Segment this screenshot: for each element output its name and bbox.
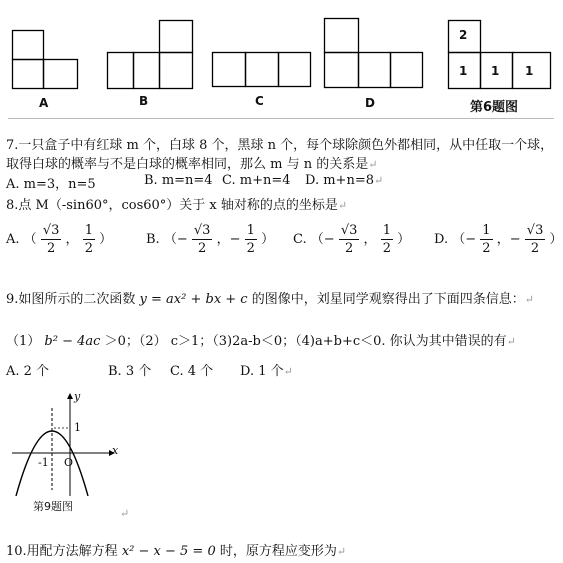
q7-option-d: D. m+n=8↵	[305, 173, 384, 188]
graph-origin-label: O	[64, 456, 74, 469]
q9-option-d: D. 1 个↵	[240, 364, 293, 379]
q8-option-d: D. （− $\frac{1}{2}$ ，− $\frac{√3}{2}$ ）	[434, 223, 563, 256]
fig6-cell-1: 1	[459, 64, 468, 78]
q9-option-a: A. 2 个	[6, 364, 50, 379]
graph-one-label: 1	[74, 421, 81, 434]
q9-stem: 9.如图所示的二次函数 y = ax² + bx + c 的图像中，刘星同学观察得出了下面四条信息：↵	[6, 292, 534, 307]
fig6-cell-2: 1	[491, 64, 500, 78]
q9-discriminant: b² − 4ac	[44, 334, 101, 349]
q6-shape-a	[12, 30, 82, 90]
q10-stem: 10.用配方法解方程 x² − x − 5 = 0 时，原方程应变形为↵	[6, 544, 347, 559]
q6-shape-d	[324, 18, 424, 90]
q9-return-mark: ↵	[120, 507, 130, 520]
q9-caption: 第9题图	[33, 500, 73, 513]
q7-option-b: B. m=n=4	[144, 173, 213, 188]
q10-equation: x² − x − 5 = 0	[121, 544, 216, 559]
q6-caption: 第6题图	[470, 100, 519, 115]
fig6-cell-3: 1	[525, 64, 534, 78]
q8-option-b: B. （− $\frac{√3}{2}$ ，− $\frac{1}{2}$ ）	[146, 223, 275, 256]
divider	[8, 118, 554, 119]
graph-x-label: x	[112, 444, 119, 457]
q7-line1: 7.一只盒子中有红球 m 个，白球 8 个，黑球 n 个，每个球除颜色外都相同，从中任取一个球，	[6, 138, 554, 153]
graph-neg-one-label: -1	[38, 456, 49, 469]
q6-shape-b	[107, 20, 197, 90]
q9-function: y = ax² + bx + c	[139, 292, 248, 307]
q9-option-b: B. 3 个	[108, 364, 152, 379]
fig6-cell-top: 2	[459, 28, 468, 42]
q7-option-a: A. m=3，n=5	[6, 177, 96, 192]
q9-option-c: C. 4 个	[170, 364, 214, 379]
q7-option-c: C. m+n=4	[222, 173, 291, 188]
q8-option-c: C. （− $\frac{√3}{2}$ ， $\frac{1}{2}$ ）	[293, 223, 411, 256]
graph-y-label: y	[74, 390, 81, 403]
q9-info: （1） b² − 4ac ＞0；（2） c＞1；（3)2a-b＜0；（4)a+b+c＜0. 你认为其中错误的有↵	[6, 334, 516, 349]
q6-shape-c	[212, 52, 312, 92]
q8-stem: 8.点 M（-sin60°，cos60°）关于 x 轴对称的点的坐标是↵	[6, 198, 348, 213]
q6-label-a: A	[39, 96, 49, 110]
q6-label-b: B	[139, 94, 149, 108]
q8-option-a: A. （ $\frac{√3}{2}$ ， $\frac{1}{2}$ ）	[6, 223, 113, 256]
q7-line2: 取得白球的概率与不是白球的概率相同，那么 m 与 n 的关系是↵	[6, 157, 378, 172]
q6-label-d: D	[365, 96, 375, 110]
q6-label-c: C	[255, 94, 264, 108]
q9-graph	[10, 390, 122, 500]
